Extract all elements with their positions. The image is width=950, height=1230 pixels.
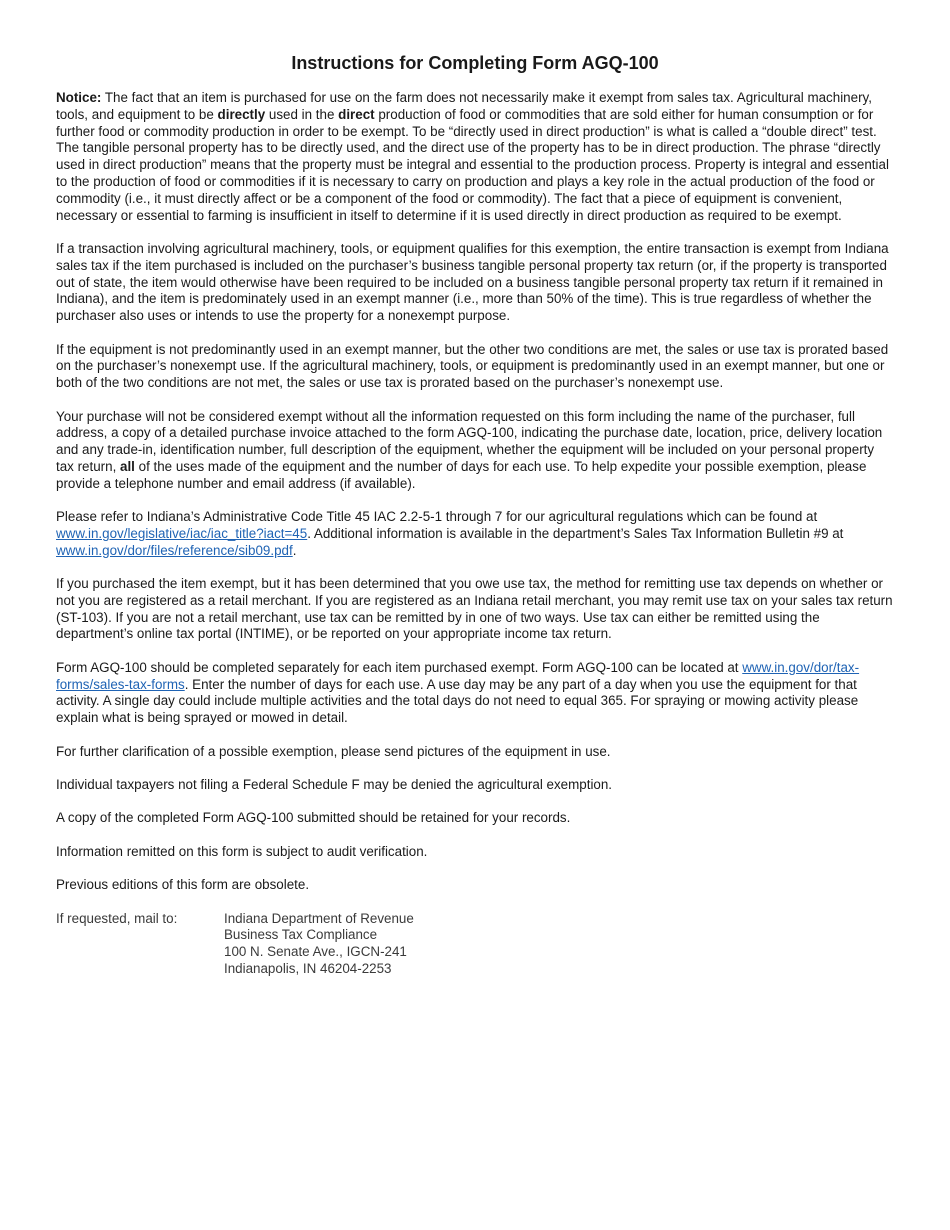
sib09-link[interactable]: www.in.gov/dor/files/reference/sib09.pdf xyxy=(56,542,293,558)
transaction-paragraph: If a transaction involving agricultural machinery, tools, or equipment qualifies for this exemption, the entire transaction is exempt from Indiana sales tax if the item purchased is included on the purchaser’s business tangible personal property tax return (or, if the property is transported out of state, the item would otherwise have been required to be included on a business tangible personal property tax return if it remained in Indiana), and the item is predominately used in an exempt manner (i.e., more than 50% of the time). This is true regardless of whether the purchaser also uses or intends to use the property for a nonexempt purpose. xyxy=(56,240,889,324)
use-tax-paragraph: If you purchased the item exempt, but it has been determined that you owe use tax, the method for remitting use tax depends on whether or not you are registered as a retail merchant. If you are registered as an Indiana retail merchant, you may remit use tax on your sales tax return (ST-103). If you are not a retail merchant, use tax can be remitted by in one of two ways. Use tax can either be remitted using the department’s online tax portal (INTIME), or be reported on your appropriate income tax return. xyxy=(56,576,893,642)
purchase-text-2: of the uses made of the equipment and the number of days for each use. To help expedite your possible exemption, please provide a telephone number and email address (if available). xyxy=(56,458,867,491)
address-line-1: Indiana Department of Revenue xyxy=(224,910,414,926)
address-line-3: 100 N. Senate Ave., IGCN-241 xyxy=(224,944,407,960)
form-text-2: . Enter the number of days for each use. A use day may be any part of a day when you use the equipment for that activity. A single day could include multiple activities and the total days do not need to equal 365. For spraying or mowing activity please explain what is being sprayed or mowed in detail. xyxy=(56,676,859,726)
page-title: Instructions for Completing Form AGQ-100 xyxy=(291,53,659,73)
purchase-text-1: Your purchase will not be considered exempt without all the information requested on this form including the name of the purchaser, full address, a copy of a detailed purchase invoice attached to the form AGQ-100, indicating the purchase date, location, price, delivery location and any trade-in, identification number, full description of the equipment, whether the equipment will be included on your personal property tax return, xyxy=(56,408,883,474)
address-line-4: Indianapolis, IN 46204-2253 xyxy=(224,961,392,976)
mail-to-label: If requested, mail to: xyxy=(56,910,178,926)
schedule-f-paragraph: Individual taxpayers not filing a Federal Schedule F may be denied the agricultural exemption. xyxy=(56,777,613,793)
notice-bold-directly: directly xyxy=(217,106,266,122)
notice-paragraph xyxy=(56,90,894,224)
regulations-paragraph xyxy=(56,509,894,559)
iac-title-45-link[interactable]: www.in.gov/legislative/iac/iac_title?iact=45 xyxy=(56,525,308,541)
prorated-paragraph: If the equipment is not predominantly used in an exempt manner, but the other two conditions are met, the sales or use tax is prorated based on the purchaser’s nonexempt use. If the agricultural machinery, tools, or equipment is predominantly used in an exempt manner, but one or both of the two conditions are not met, the sales or use tax is prorated based on the purchaser’s nonexempt use. xyxy=(56,341,889,391)
notice-text-3: production of food or commodities that are sold either for human consumption or for further food or commodity production in order to be exempt. To be “directly used in direct production” is what is called a “double direct” test. The tangible personal property has to be directly used, and the direct use of the property has to be in direct production. The phrase “directly used in direct production” means that the property must be integral and essential to the production process. Property is integral and essential to the production of food or commodities if it is necessary to carry on production and plays a key role in the actual production of the food or commodity (i.e., it must directly affect or be a component of the food or commodity). The fact that a piece of equipment is convenient, necessary or essential to farming is insufficient in itself to determine if it is used directly in direct production as required to be exempt. xyxy=(56,106,889,223)
mailing-address xyxy=(224,911,414,978)
audit-paragraph: Information remitted on this form is subject to audit verification. xyxy=(56,843,428,859)
copy-retained-paragraph: A copy of the completed Form AGQ-100 submitted should be retained for your records. xyxy=(56,810,571,826)
notice-text-1: The fact that an item is purchased for use on the farm does not necessarily make it exempt from sales tax. Agricultural machinery, tools, and equipment to be xyxy=(56,90,872,122)
refer-text-2: . Additional information is available in the department’s Sales Tax Information Bulletin #9 at xyxy=(307,525,844,541)
notice-bold-direct: direct xyxy=(338,106,375,122)
notice-text-2: used in the xyxy=(265,106,339,122)
refer-text-1: Please refer to Indiana’s Administrative Code Title 45 IAC 2.2-5-1 through 7 for our agricultural regulations which can be found at xyxy=(56,509,818,525)
sales-tax-forms-link[interactable]: www.in.gov/dor/tax-forms/sales-tax-forms xyxy=(56,659,860,692)
purchase-bold-all: all xyxy=(120,458,135,474)
mailing-address-block xyxy=(56,911,894,978)
address-line-2: Business Tax Compliance xyxy=(224,927,378,943)
refer-text-3: . xyxy=(292,542,297,558)
clarification-paragraph: For further clarification of a possible exemption, please send pictures of the equipment in use. xyxy=(56,743,611,759)
form-text-1: Form AGQ-100 should be completed separately for each item purchased exempt. Form AGQ-100 can be located at xyxy=(56,659,743,675)
form-completion-paragraph xyxy=(56,660,894,727)
purchase-requirements-paragraph xyxy=(56,409,894,493)
obsolete-paragraph: Previous editions of this form are obsolete. xyxy=(56,877,310,893)
notice-label: Notice: xyxy=(56,90,102,105)
